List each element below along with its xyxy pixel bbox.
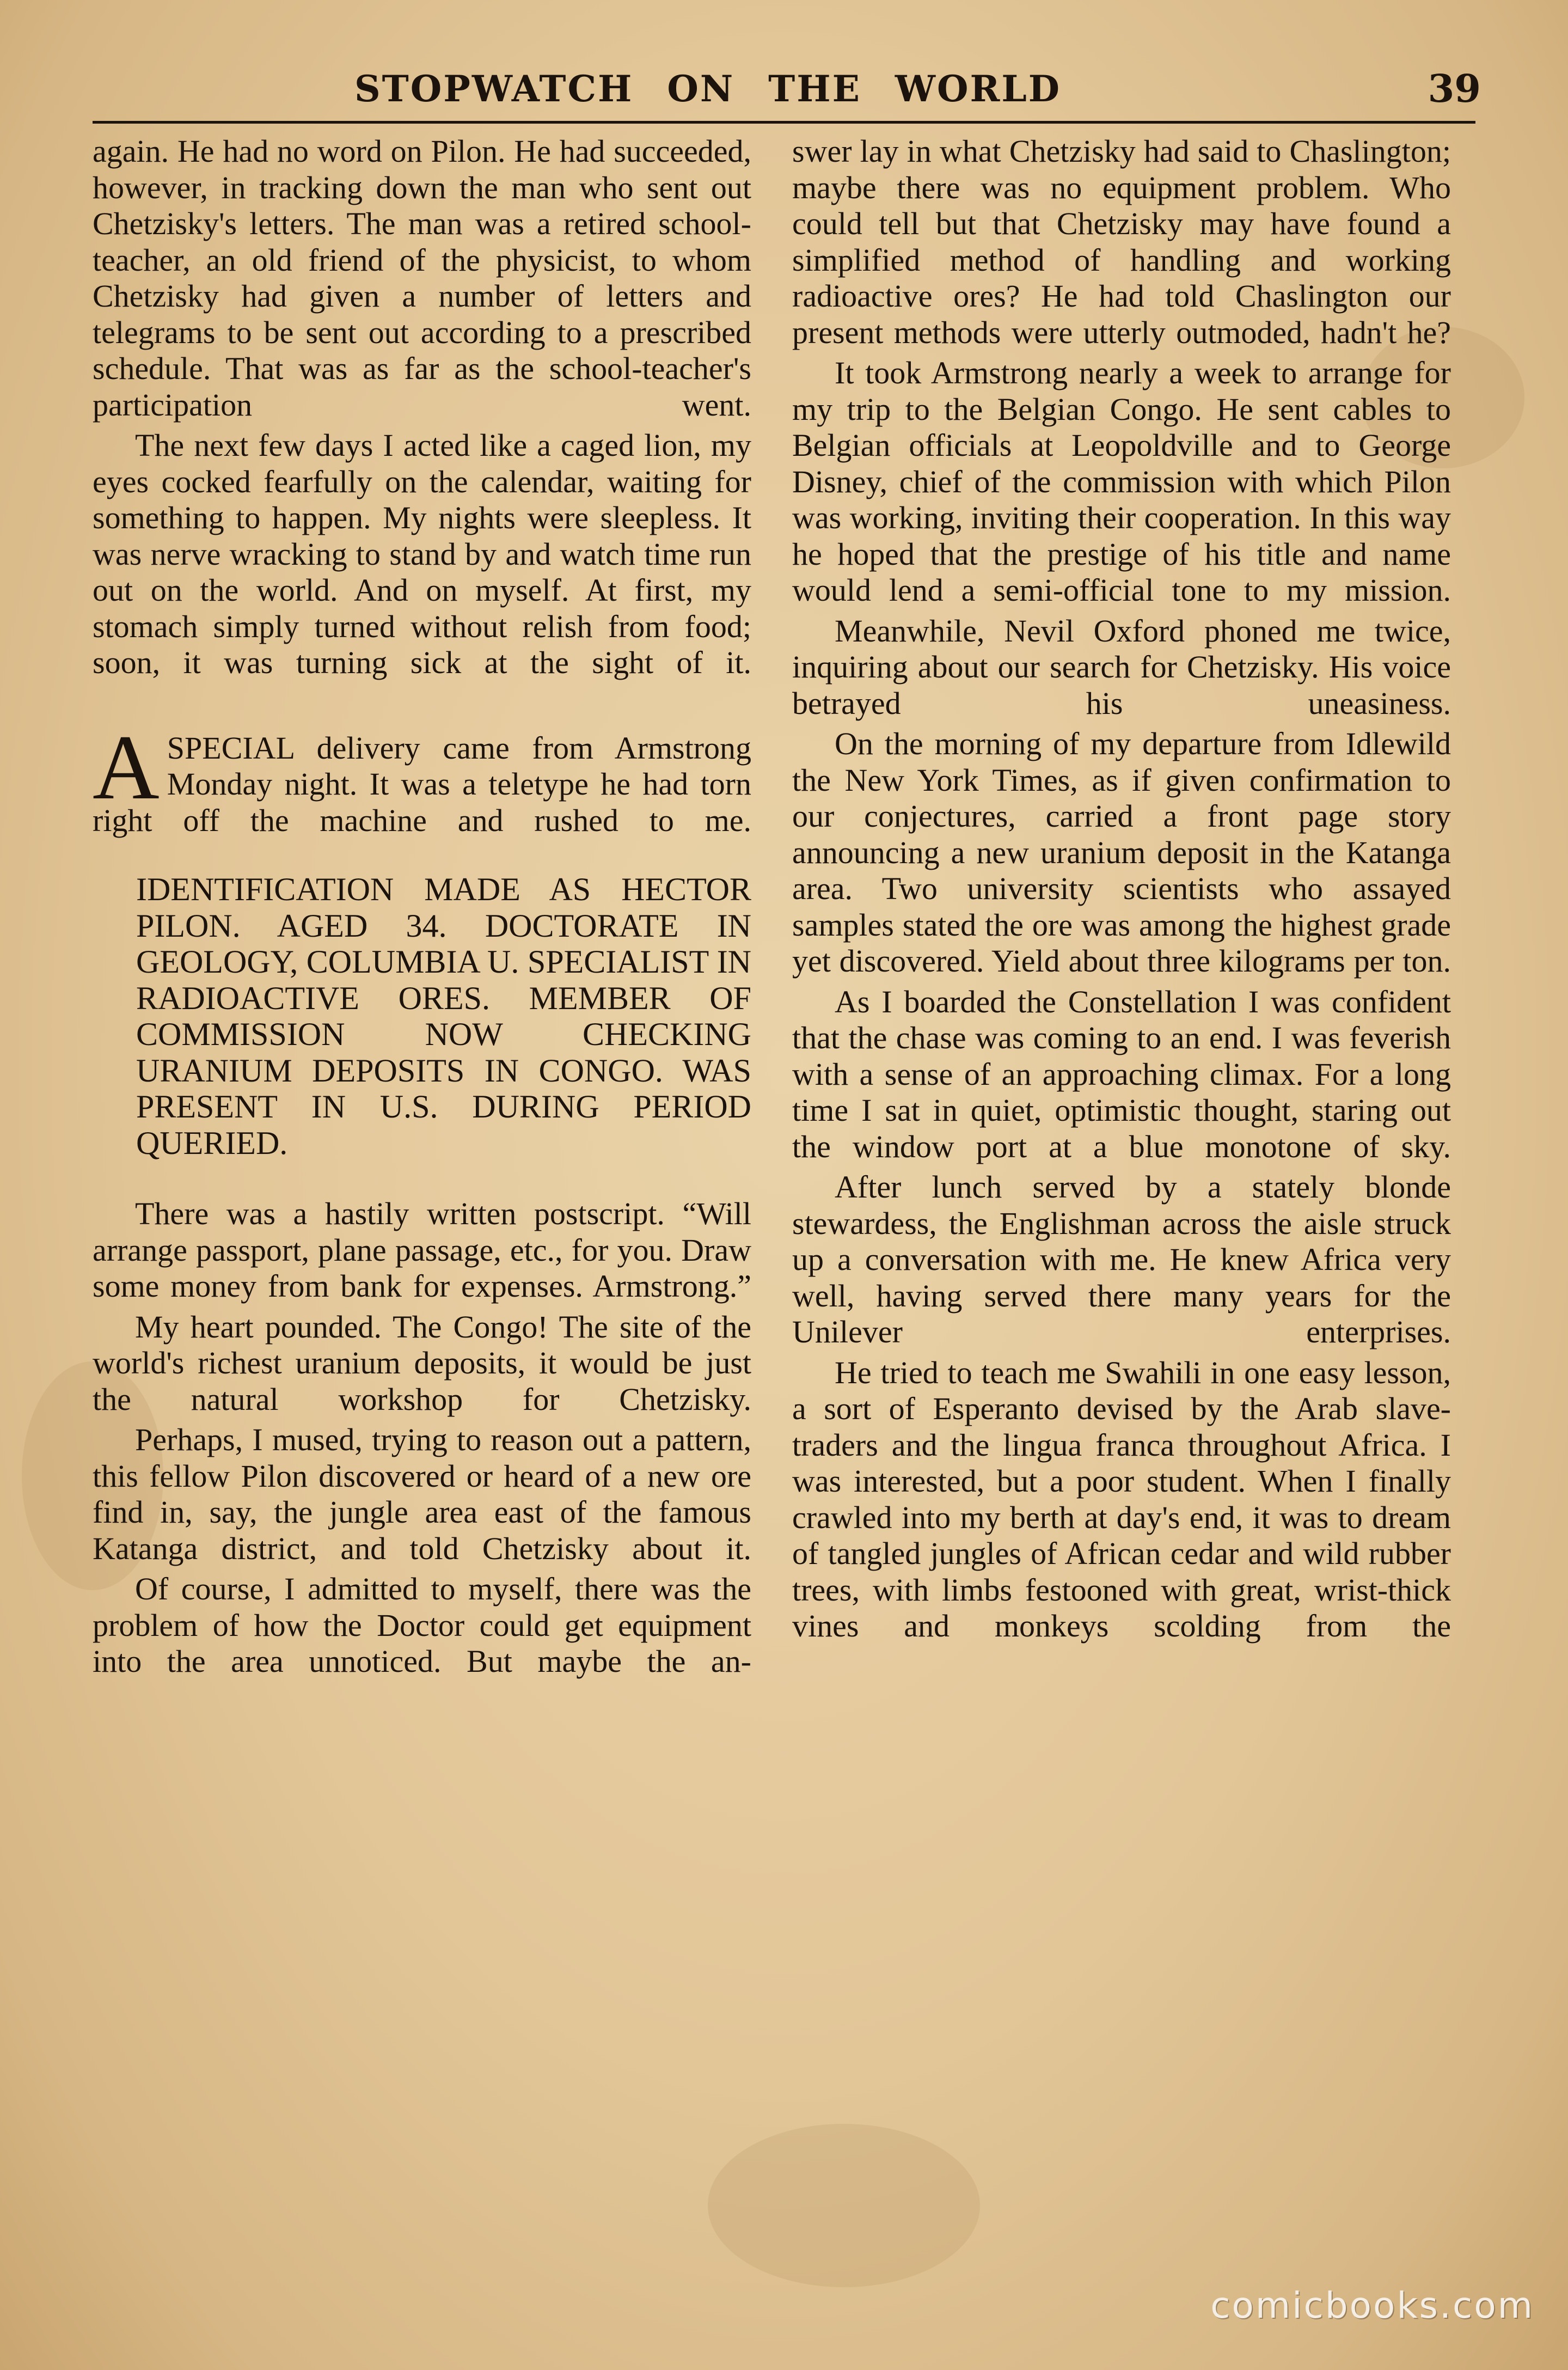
page-number: 39 (1428, 66, 1481, 111)
paragraph: After lunch served by a stately blonde stewardess, the Englishman across the aisle struck up a conversation with me. He knew Africa very well, having served there many years for the Unilever enterprises. (792, 1169, 1451, 1349)
paper-stain (708, 2124, 980, 2287)
paragraph: There was a hastily written postscript. “Will arrange passport, plane passage, etc., for you. Draw some money from bank for expenses. Armstrong.” (93, 1196, 751, 1304)
running-header (87, 60, 1481, 120)
running-title: STOPWATCH ON THE WORLD (354, 68, 1062, 110)
drop-cap-paragraph-text: SPECIAL delivery came from Armstrong Monday night. It was a teletype he had torn right off the machine and rushed to me. (93, 730, 751, 838)
paragraph: Meanwhile, Nevil Oxford phoned me twice, inquiring about our search for Chetzisky. His voice betrayed his uneasiness. (792, 613, 1451, 721)
site-watermark: comicbooks.com (1210, 2285, 1534, 2326)
paragraph: Of course, I admitted to myself, there was the problem of how the Doctor could get equipment into the area unnoticed. But maybe the an- (93, 1571, 751, 1679)
paragraph: On the morning of my departure from Idlewild the New York Times, as if given confirmation to our conjectures, carried a front page story announcing a new uranium deposit in the Katanga area. Two university scientists who assayed samples stated the ore was among the highest grade yet discovered. Yield about three kilograms per ton. (792, 726, 1451, 979)
paragraph: My heart pounded. The Congo! The site of the world's richest uranium deposits, it would be just the natural workshop for Chetzisky. (93, 1309, 751, 1417)
drop-cap: A (93, 716, 160, 818)
header-rule (93, 121, 1475, 124)
paragraph: swer lay in what Chetzisky had said to Chaslington; maybe there was no equipment problem. Who could tell but that Chetzisky may have found a simplified method of handling and working radioactive ores? He had told Chaslington our present methods were utterly outmoded, hadn't he? (792, 133, 1451, 350)
paragraph: It took Armstrong nearly a week to arrange for my trip to the Belgian Congo. He sent cables to Belgian officials at Leopoldville and to George Disney, chief of the commission with which Pilon was working, inviting their cooperation. In this way he hoped that the prestige of his title and name would lend a semi-official tone to my mission. (792, 355, 1451, 608)
paragraph: The next few days I acted like a caged lion, my eyes cocked fearfully on the calendar, waiting for something to happen. My nights were sleepless. It was nerve wracking to stand by and watch time run out on the world. And on myself. At first, my stomach simply turned without relish from food; soon, it was turning sick at the sight of it. (93, 427, 751, 680)
right-column (792, 133, 1451, 1649)
paragraph: again. He had no word on Pilon. He had succeeded, however, in tracking down the man who sent out Chetzisky's letters. The man was a retired school-teacher, an old friend of the physicist, to whom Chetzisky had given a number of letters and telegrams to be sent out according to a prescribed schedule. That was as far as the school-teacher's participation went. (93, 133, 751, 423)
section-opening-paragraph (93, 716, 751, 839)
teletype-message: IDENTIFICATION MADE AS HECTOR PILON. AGED 34. DOCTORATE IN GEOLOGY, COLUMBIA U. SPECIALIST IN RADIOACTIVE ORES. MEMBER OF COMMISSION NOW CHECKING URANIUM DEPOSITS IN CONGO. WAS PRESENT IN U.S. DURING PERIOD QUERIED. (136, 871, 751, 1161)
left-column (93, 133, 751, 1684)
paragraph: Perhaps, I mused, trying to reason out a pattern, this fellow Pilon discovered or heard of a new ore find in, say, the jungle area east of the famous Katanga district, and told Chetzisky about it. (93, 1422, 751, 1566)
paragraph: As I boarded the Constellation I was confident that the chase was coming to an end. I was feverish with a sense of an approaching climax. For a long time I sat in quiet, optimistic thought, staring out the window port at a blue monotone of sky. (792, 984, 1451, 1164)
paragraph: He tried to teach me Swahili in one easy lesson, a sort of Esperanto devised by the Arab slave-traders and the lingua franca throughout Africa. I was interested, but a poor student. When I finally crawled into my berth at day's end, it was to dream of tangled jungles of African cedar and wild rubber trees, with limbs festooned with great, wrist-thick vines and monkeys scolding from the (792, 1354, 1451, 1644)
